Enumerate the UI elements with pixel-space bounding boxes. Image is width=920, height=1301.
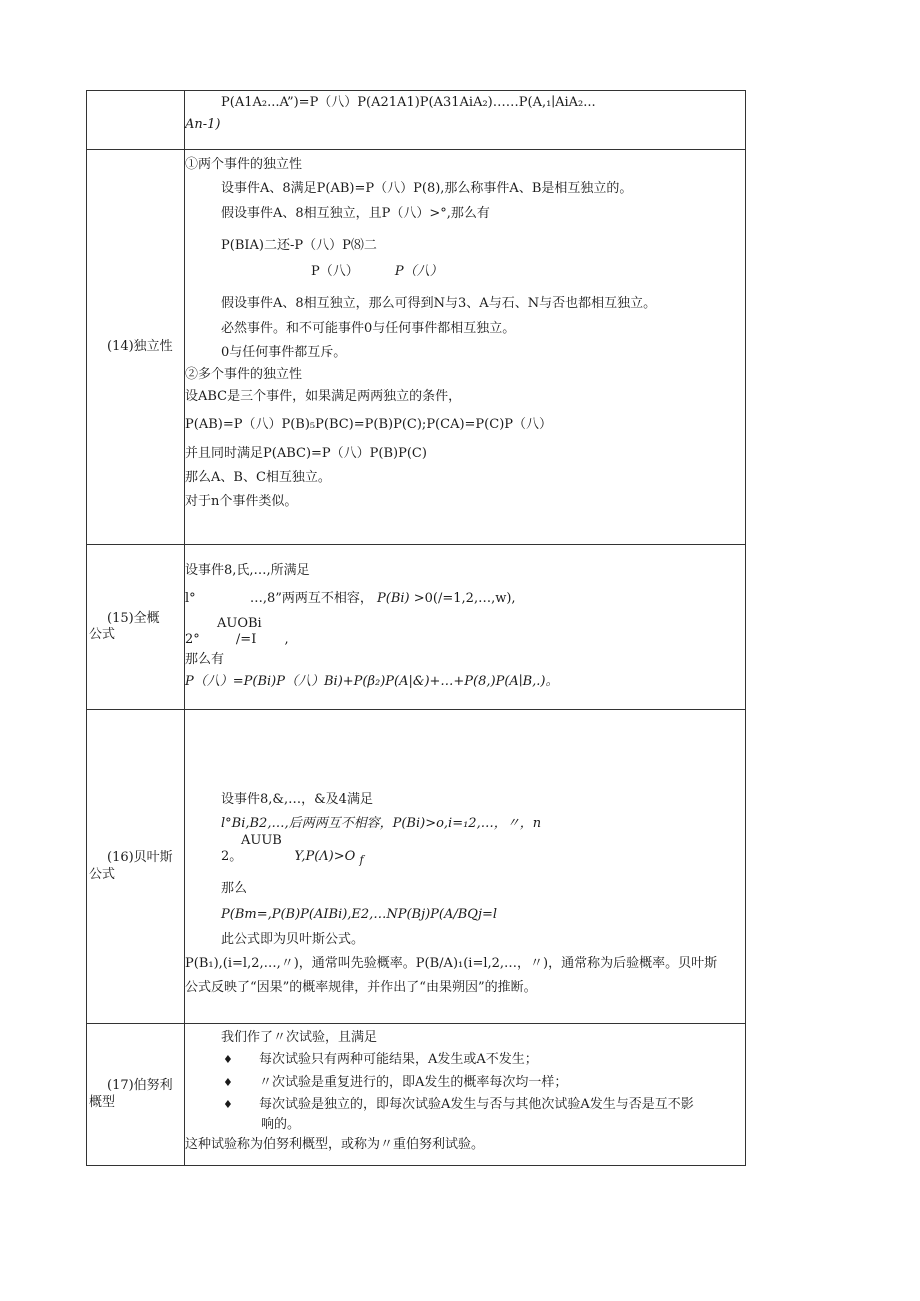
denominator-right: P（八） bbox=[394, 264, 443, 279]
row-label-bernoulli bbox=[87, 1024, 185, 1166]
row-label-bayes bbox=[87, 710, 185, 1024]
text-line: 设事件8,&,…，&及4满足 bbox=[221, 792, 373, 807]
text-line: 我们作了〃次试验，且满足 bbox=[221, 1030, 378, 1045]
condition-marker: 2。 bbox=[221, 848, 243, 864]
list-item bbox=[185, 1052, 745, 1068]
text-line: 对于n个事件类似。 bbox=[185, 494, 298, 510]
row-content-bayes bbox=[185, 710, 746, 1024]
text-line: 设事件A、8满足P(AB)=P（八）P(8),那么称事件A、B是相互独立的。 bbox=[221, 181, 633, 197]
label-text: (16)贝叶斯 bbox=[107, 850, 173, 866]
text-line: 那么A、B、C相互独立。 bbox=[185, 470, 331, 485]
condition-marker: 2° bbox=[185, 631, 200, 647]
condition-expression: Y,P(Λ)>O bbox=[294, 848, 356, 864]
text-line: 必然事件。和不可能事件0与任何事件都相互独立。 bbox=[221, 320, 516, 336]
condition-line-1 bbox=[185, 591, 745, 607]
text-line: 公式反映了“因果”的概率规律，并作出了“由果朔因”的推断。 bbox=[185, 980, 537, 996]
diamond-bullet-icon: ♦ bbox=[223, 1053, 233, 1067]
text-line: 此公式即为贝叶斯公式。 bbox=[221, 931, 365, 947]
table-row bbox=[87, 545, 746, 710]
list-item bbox=[185, 1075, 745, 1091]
table-row bbox=[87, 1024, 746, 1166]
text-line: 那么 bbox=[221, 881, 248, 897]
union-expression: AUOBi bbox=[217, 615, 262, 631]
list-item bbox=[185, 1097, 745, 1113]
row-label-independence bbox=[87, 150, 185, 545]
list-item-text: 每次试验是独立的，即每次试验A发生与否与其他次试验A发生与否是互不影 bbox=[259, 1096, 694, 1112]
row-content-independence bbox=[185, 150, 746, 545]
text-line: 假设事件A、8相互独立，且P（八）>°,那么有 bbox=[221, 205, 490, 221]
condition-line-1: l°Bi,B2,…,后两两互不相容，P(Bi)>o,i=₁2,…，〃，n bbox=[221, 816, 542, 832]
label-text: (14)独立性 bbox=[107, 338, 173, 354]
condition-text: …,8”两两互不相容， bbox=[249, 591, 373, 607]
row-content-total-probability bbox=[185, 545, 746, 710]
diamond-bullet-icon: ♦ bbox=[223, 1097, 233, 1111]
table-row bbox=[87, 710, 746, 1024]
formula-denominators bbox=[185, 264, 745, 280]
union-index: /=I bbox=[235, 631, 257, 647]
table-row bbox=[87, 150, 746, 545]
text-line: 并且同时满足P(ABC)=P（八）P(B)P(C) bbox=[185, 445, 427, 461]
text-line: 0与任何事件都互斥。 bbox=[221, 344, 347, 360]
list-item-continuation: 响的。 bbox=[261, 1117, 301, 1132]
comma: , bbox=[284, 631, 289, 647]
formula-line: P(AB)=P（八）P(B)₅P(BC)=P(B)P(C);P(CA)=P(C)P（八） bbox=[185, 416, 553, 432]
union-expression: AUUB bbox=[241, 832, 282, 848]
row-label-empty bbox=[87, 91, 185, 150]
text-line: 设ABC是三个事件，如果满足两两独立的条件， bbox=[185, 389, 462, 405]
list-item-text: 每次试验只有两种可能结果，A发生或A不发生； bbox=[259, 1052, 538, 1068]
label-text: (17)伯努利 bbox=[107, 1078, 173, 1094]
condition-range: >0(/=1,2,…,w), bbox=[413, 591, 516, 607]
formula-line: An-1) bbox=[185, 117, 221, 133]
label-text: (15)全概 bbox=[107, 610, 160, 626]
condition-subscript: f bbox=[359, 853, 364, 867]
condition-line-2 bbox=[185, 849, 745, 867]
condition-marker: l° bbox=[185, 591, 196, 607]
row-content-bernoulli bbox=[185, 1024, 746, 1166]
label-text: 公式 bbox=[89, 866, 116, 882]
row-content-multiplication bbox=[185, 91, 746, 150]
denominator-left: P（八） bbox=[311, 264, 359, 279]
label-text: 概型 bbox=[89, 1094, 116, 1110]
label-text: 公式 bbox=[89, 627, 116, 642]
formula-line: P(A1A₂...A”)=P（八）P(A21A1)P(A31AiA₂)……P(A,₁∣AiA₂... bbox=[221, 95, 596, 110]
section-heading: ②多个事件的独立性 bbox=[185, 367, 303, 382]
formula-line: P(Bm=,P(B)P(AIBi),E2,…NP(Bj)P(A/BQj=l bbox=[221, 907, 498, 923]
row-label-total-probability bbox=[87, 545, 185, 710]
formula-line: P(BIA)二还-P（八）P⑻二 bbox=[221, 237, 377, 253]
diamond-bullet-icon: ♦ bbox=[223, 1075, 233, 1089]
list-item-text: 〃次试验是重复进行的，即A发生的概率每次均一样； bbox=[259, 1074, 568, 1090]
text-line: 那么有 bbox=[185, 652, 225, 667]
table-row bbox=[87, 91, 746, 150]
condition-line-2 bbox=[185, 632, 745, 648]
formula-table bbox=[86, 90, 746, 1166]
text-line: 设事件8,氏,…,所满足 bbox=[185, 563, 310, 578]
text-line: P(B₁),(i=l,2,…,〃)，通常叫先验概率。P(B/A)₁(i=l,2,…，〃)，通常称为后验概率。贝叶斯 bbox=[185, 955, 718, 971]
text-line: 这种试验称为伯努利概型，或称为〃重伯努利试验。 bbox=[185, 1137, 485, 1153]
text-line: 假设事件A、8相互独立，那么可得到N与3、A与石、N与否也都相互独立。 bbox=[221, 296, 657, 312]
condition-prob: P(Bi) bbox=[377, 591, 410, 607]
formula-line: P（八）=P(Bi)P（八）Bi)+P(β₂)P(A|&)+…+P(8,)P(A∣B,.)。 bbox=[185, 674, 559, 690]
section-heading: ①两个事件的独立性 bbox=[185, 157, 303, 172]
